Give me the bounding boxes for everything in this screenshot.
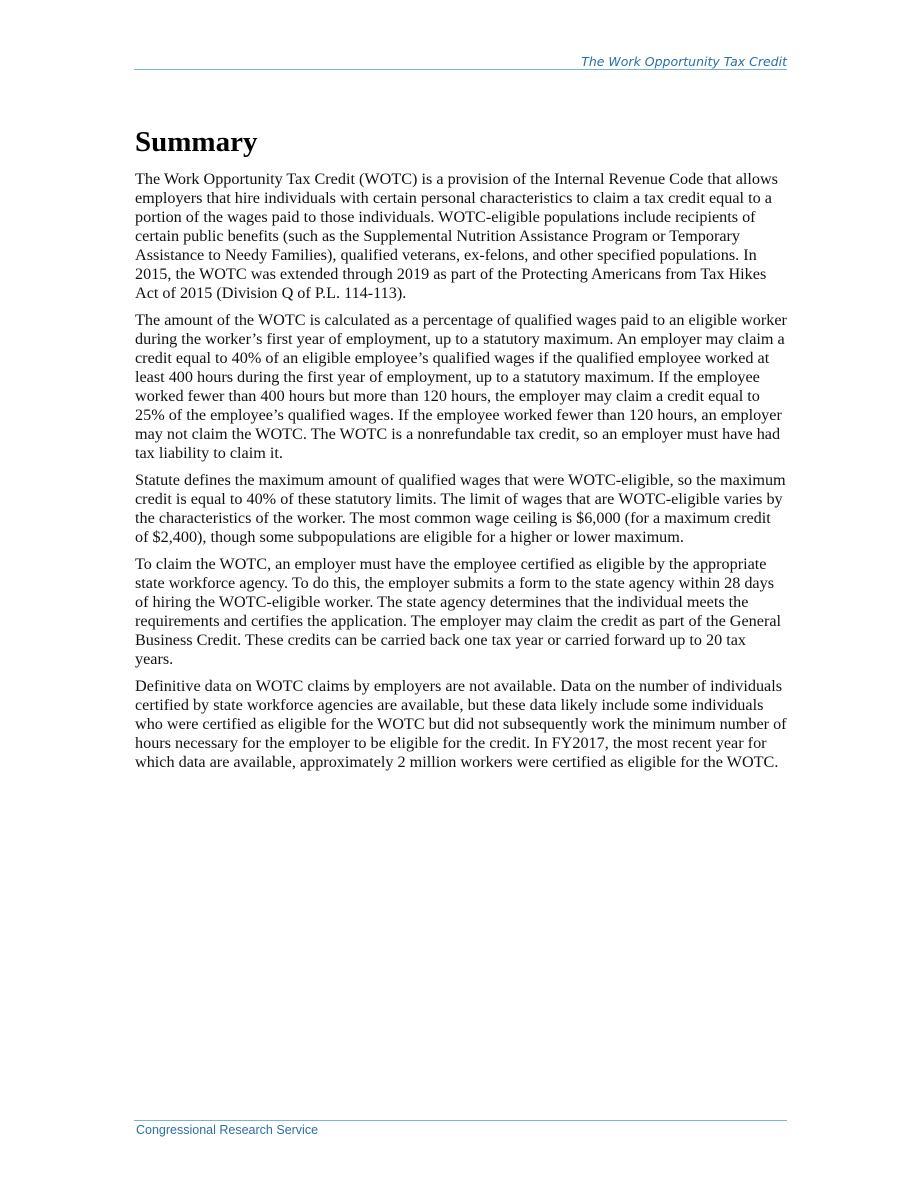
footer-divider xyxy=(134,1120,787,1121)
summary-paragraph-2: The amount of the WOTC is calculated as a percentage of qualified wages paid to an eligible worker during the worker’s first year of employment, up to a statutory maximum. An employer may claim a credit equal to 40% of an eligible employee’s qualified wages if the qualified employee worked at least 400 hours during the first year of employment, up to a statutory maximum. If the employee worked fewer than 400 hours but more than 120 hours, the employer may claim a credit equal to 25% of the employee’s qualified wages. If the employee worked fewer than 120 hours, an employer may not claim the WOTC. The WOTC is a nonrefundable tax credit, so an employer must have had tax liability to claim it. xyxy=(135,311,787,462)
summary-paragraph-4: To claim the WOTC, an employer must have the employee certified as eligible by the appropriate state workforce agency. To do this, the employer submits a form to the state agency within 28 days of hiring the WOTC-eligible worker. The state agency determines that the individual meets the requirements and certifies the application. The employer may claim the credit as part of the General Business Credit. These credits can be carried back one tax year or carried forward up to 20 tax years. xyxy=(135,555,782,668)
running-header-title: The Work Opportunity Tax Credit xyxy=(581,54,787,69)
document-body xyxy=(135,124,787,780)
page-title: Summary xyxy=(135,126,258,158)
footer-organization: Congressional Research Service xyxy=(136,1123,319,1137)
header-divider xyxy=(134,69,787,70)
summary-paragraph-5: Definitive data on WOTC claims by employers are not available. Data on the number of individuals certified by state workforce agencies are available, but these data likely include some individuals who were certified as eligible for the WOTC but did not subsequently work the minimum number of hours necessary for the employer to be eligible for the credit. In FY2017, the most recent year for which data are available, approximately 2 million workers were certified as eligible for the WOTC. xyxy=(135,677,787,771)
summary-paragraph-3: Statute defines the maximum amount of qualified wages that were WOTC-eligible, so the maximum credit is equal to 40% of these statutory limits. The limit of wages that are WOTC-eligible varies by the characteristics of the worker. The most common wage ceiling is $6,000 (for a maximum credit of $2,400), though some subpopulations are eligible for a higher or lower maximum. xyxy=(135,471,786,546)
summary-paragraph-1: The Work Opportunity Tax Credit (WOTC) is a provision of the Internal Revenue Code that allows employers that hire individuals with certain personal characteristics to claim a tax credit equal to a portion of the wages paid to those individuals. WOTC-eligible populations include recipients of certain public benefits (such as the Supplemental Nutrition Assistance Program or Temporary Assistance to Needy Families), qualified veterans, ex-felons, and other specified populations. In 2015, the WOTC was extended through 2019 as part of the Protecting Americans from Tax Hikes Act of 2015 (Division Q of P.L. 114-113). xyxy=(135,170,778,302)
